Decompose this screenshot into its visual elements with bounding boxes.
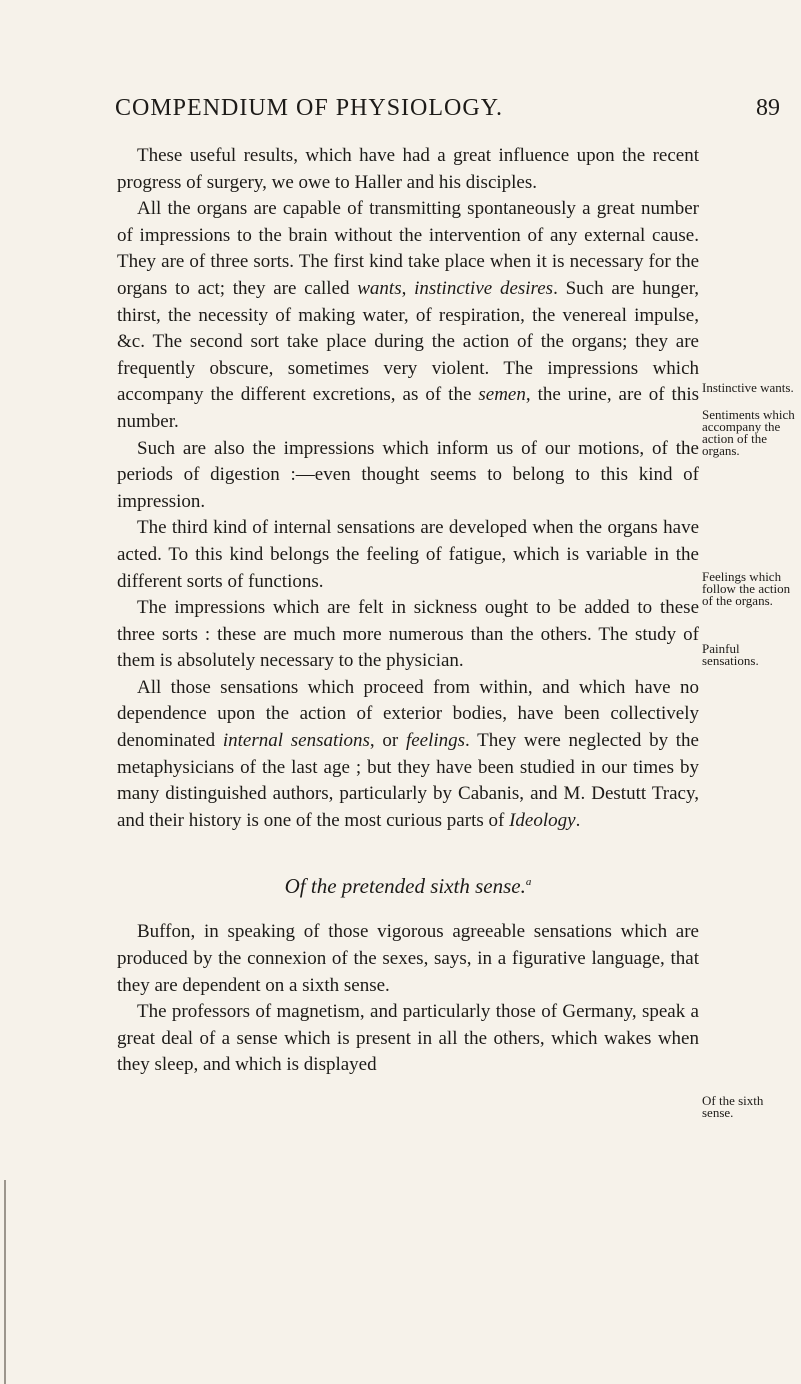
paragraph-6: All those sensations which proceed from within, and which have no dependence upon the action of exterior bodies, have been collectively denominated internal sensations, or feelings. They were neglected by the metaphysicians of the last age ; but they have been studied in our times by many distinguished authors, particularly by Cabanis, and M. Destutt Tracy, and their history is one of the most curious parts of Ideology. [117,676,699,831]
paragraph-5: The impressions which are felt in sickness ought to be added to these three sorts : these are much more numerous than the others. The study of them is absolutely necessary to the physician. [117,597,699,672]
term-ideology: Ideology [509,809,576,831]
term-feelings: feelings [405,730,466,752]
term-internal-sensations: internal sensations [222,730,370,752]
margin-note-sentiments: Sentiments which accompany the action of the organs. [702,407,795,458]
paragraph-1: These useful results, which have had a great influence upon the recent progress of surgery, we owe to Haller and his disciples. [117,145,699,193]
margin-note-instinctive-wants: Instinctive wants. [702,380,794,395]
page-number: 89 [756,95,780,121]
margin-note-painful-sensations: Painful sensations. [702,641,759,668]
running-title: COMPENDIUM OF PHYSIOLOGY. [115,95,503,121]
footnote-mark: a [525,876,532,889]
term-instinctive-desires: instinctive desires [414,277,554,299]
term-semen: semen [478,384,526,406]
margin-note-sixth-sense: Of the sixth sense. [702,1093,764,1120]
paragraph-4: The third kind of internal sensations are developed when the organs have acted. To this kind belongs the feeling of fatigue, which is variable in the different sorts of functions. [117,517,699,592]
section-heading: Of the pretended sixth sense.$^a$ [284,874,532,899]
scan-edge-line [4,1180,6,1384]
paragraph-7: Buffon, in speaking of those vigorous agreeable sensations which are produced by the connexion of the sexes, says, in a figurative language, that they are dependent on a sixth sense. [117,921,699,996]
paragraph-3: Such are also the impressions which inform us of our motions, of the periods of digestion :—even thought seems to belong to this kind of impression. [117,437,699,512]
paragraph-8: The professors of magnetism, and particularly those of Germany, speak a great deal of a sense which is present in all the others, which wakes when they sleep, and which is displayed [117,1001,699,1076]
paragraph-2: All the organs are capable of transmitting spontaneously a great number of impressions to the brain without the intervention of any external cause. They are of three sorts. The first kind take place when it is necessary for the organs to act; they are called wants, instinctive desires. Such are hunger, thirst, the necessity of making water, of respiration, the venereal impulse, &c. The second sort take place during the action of the organs; they are frequently obscure, sometimes very violent. The impressions which accompany the different excretions, as of the semen, the urine, are of this number. [117,198,700,432]
term-wants: wants [357,277,402,299]
running-header [0,95,801,125]
page-body [117,143,699,1079]
margin-note-feelings: Feelings which follow the action of the organs. [702,569,791,608]
